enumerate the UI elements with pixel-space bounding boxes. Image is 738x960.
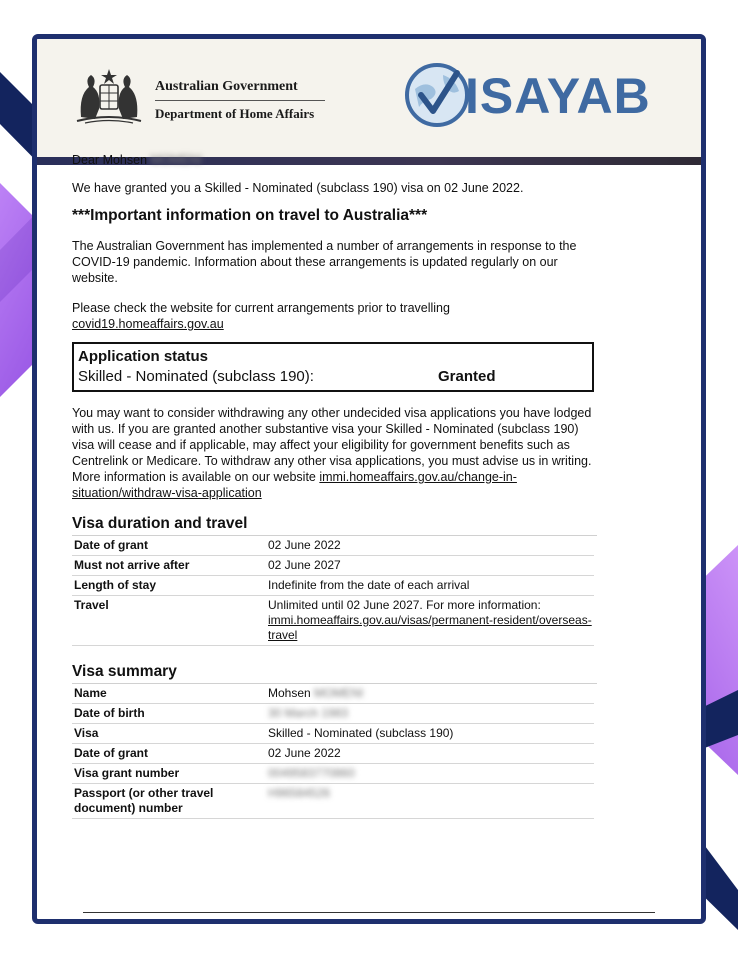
table-row xyxy=(72,684,594,704)
redacted-surname: MOMENI xyxy=(150,153,202,167)
row-key: Visa xyxy=(72,724,266,744)
row-value xyxy=(266,704,594,724)
important-heading: ***Important information on travel to Australia*** xyxy=(72,207,428,224)
withdraw-paragraph xyxy=(72,405,597,501)
covid-paragraph: The Australian Government has implemented a number of arrangements in response to the COVID-19 pandemic. Information about these arrangements is updated regularly on our website. xyxy=(72,239,577,285)
row-key: Length of stay xyxy=(72,576,266,596)
footer-rule xyxy=(83,912,655,913)
government-wordmark xyxy=(155,79,325,122)
status-value: Granted xyxy=(438,368,496,385)
withdraw-text: You may want to consider withdrawing any other undecided visa applications you have lodged with us. If you are granted another substantive visa your Skilled - Nominated (subclass 190) visa will cease and if applicable, may affect your eligibility for government benefits such as Centrelink or Medicare. To withdraw any other visa applications, you must advise us in writing. More information is available on our website xyxy=(72,406,592,484)
redacted-value: 0049583770860 xyxy=(268,766,355,780)
row-key: Date of grant xyxy=(72,744,266,764)
covid-link[interactable]: covid19.homeaffairs.gov.au xyxy=(72,317,224,331)
row-key: Date of birth xyxy=(72,704,266,724)
table-row xyxy=(72,764,594,784)
table-row xyxy=(72,556,594,576)
row-value: 02 June 2022 xyxy=(266,536,594,556)
row-key: Travel xyxy=(72,596,266,646)
visa-duration-table xyxy=(72,536,594,646)
travel-text: Unlimited until 02 June 2027. For more information: xyxy=(268,598,541,612)
greeting-text: Dear Mohsen xyxy=(72,153,148,167)
redacted-value: 30 March 1983 xyxy=(268,706,349,720)
table-row xyxy=(72,536,594,556)
row-value: 02 June 2022 xyxy=(266,744,594,764)
row-value: Indefinite from the date of each arrival xyxy=(266,576,594,596)
table-row xyxy=(72,704,594,724)
row-value xyxy=(266,596,594,646)
table-row xyxy=(72,744,594,764)
withdraw-link[interactable]: immi.homeaffairs.gov.au/change-in-situation/withdraw-visa-application xyxy=(72,470,517,500)
globe-check-icon xyxy=(403,61,471,129)
redacted-value: H96584526 xyxy=(268,786,331,800)
row-key: Visa grant number xyxy=(72,764,266,784)
table-row xyxy=(72,724,594,744)
table-row xyxy=(72,784,594,819)
grant-intro: We have granted you a Skilled - Nominated (subclass 190) visa on 02 June 2022. xyxy=(72,181,524,195)
letter-body xyxy=(72,152,597,819)
row-value xyxy=(266,684,594,704)
name-text: Mohsen xyxy=(268,686,311,700)
visa-summary-title: Visa summary xyxy=(72,662,597,684)
travel-link[interactable]: immi.homeaffairs.gov.au/visas/permanent-resident/overseas-travel xyxy=(268,613,592,642)
application-status-box xyxy=(72,342,594,392)
redacted-value: MOMENI xyxy=(314,686,364,700)
status-label: Skilled - Nominated (subclass 190): xyxy=(78,368,314,385)
greeting xyxy=(72,152,597,168)
gov-line2: Department of Home Affairs xyxy=(155,106,315,121)
row-value xyxy=(266,764,594,784)
row-key: Passport (or other travel document) number xyxy=(72,784,266,819)
row-value: 02 June 2027 xyxy=(266,556,594,576)
table-row xyxy=(72,576,594,596)
row-value xyxy=(266,784,594,819)
brand-name: ISAYAB xyxy=(465,68,651,124)
visa-duration-title: Visa duration and travel xyxy=(72,514,597,536)
row-key: Name xyxy=(72,684,266,704)
row-key: Date of grant xyxy=(72,536,266,556)
gov-line1: Australian Government xyxy=(155,79,325,101)
visa-summary-table xyxy=(72,684,594,819)
coat-of-arms-icon xyxy=(71,65,147,127)
letter-header xyxy=(37,39,701,157)
status-row xyxy=(78,367,588,387)
table-row xyxy=(72,596,594,646)
status-title: Application status xyxy=(78,348,209,365)
row-key: Must not arrive after xyxy=(72,556,266,576)
check-paragraph: Please check the website for current arrangements prior to travelling xyxy=(72,301,450,315)
row-value: Skilled - Nominated (subclass 190) xyxy=(266,724,594,744)
